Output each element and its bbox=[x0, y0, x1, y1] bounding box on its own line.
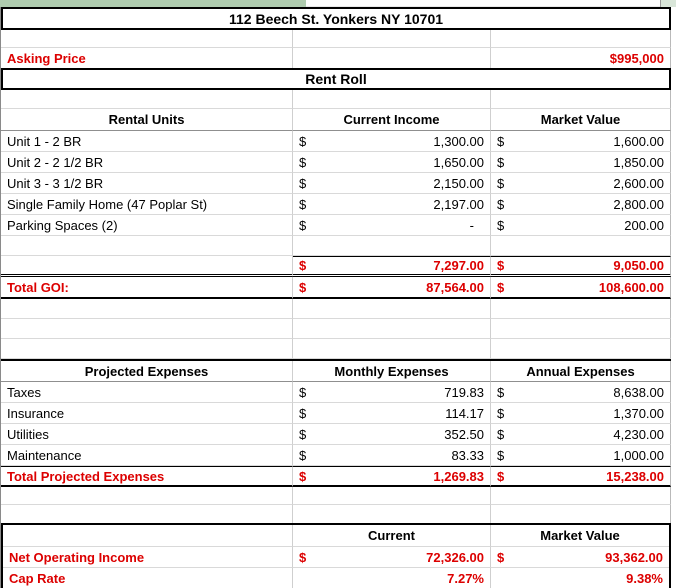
rent-row bbox=[1, 152, 671, 173]
expense-label: Insurance bbox=[7, 405, 65, 421]
empty-cell[interactable] bbox=[1, 339, 293, 359]
currency-symbol: $ bbox=[299, 405, 307, 421]
market-value-cell[interactable] bbox=[491, 194, 671, 215]
empty-cell[interactable] bbox=[1, 236, 293, 256]
unit-label: Single Family Home (47 Poplar St) bbox=[7, 196, 208, 212]
projected-expenses-header-cell[interactable] bbox=[1, 361, 293, 382]
rental-units-header: Rental Units bbox=[108, 112, 185, 127]
property-title-row[interactable] bbox=[1, 7, 671, 30]
currency-symbol: $ bbox=[497, 279, 505, 295]
market-value-header: Market Value bbox=[540, 112, 621, 127]
current-income-header-cell[interactable] bbox=[293, 109, 491, 131]
currency-symbol: $ bbox=[497, 468, 505, 484]
green-fill-cell-right bbox=[660, 0, 676, 7]
currency-symbol: $ bbox=[299, 279, 307, 295]
expense-label: Taxes bbox=[7, 384, 41, 400]
expense-total-annual-cell[interactable] bbox=[491, 466, 671, 487]
empty-cell[interactable] bbox=[1, 30, 293, 48]
annual-expense-cell[interactable] bbox=[491, 445, 671, 466]
current-income-value: 1,300.00 bbox=[433, 133, 484, 149]
monthly-expense-cell[interactable] bbox=[293, 424, 491, 445]
expense-total-annual-value: 15,238.00 bbox=[606, 468, 664, 484]
currency-symbol: $ bbox=[497, 384, 505, 400]
annual-expense-value: 1,000.00 bbox=[613, 447, 664, 463]
empty-cell[interactable] bbox=[1, 505, 293, 523]
expense-label-cell[interactable] bbox=[1, 445, 293, 466]
unit-label-cell[interactable] bbox=[1, 152, 293, 173]
expense-total-monthly-cell[interactable] bbox=[293, 466, 491, 487]
expense-total-label-cell[interactable] bbox=[1, 466, 293, 487]
current-income-header: Current Income bbox=[343, 112, 440, 127]
currency-symbol: $ bbox=[299, 175, 307, 191]
noi-current-cell[interactable] bbox=[293, 547, 491, 568]
summary-current-header: Current bbox=[368, 528, 415, 543]
unit-label: Unit 2 - 2 1/2 BR bbox=[7, 154, 104, 170]
cap-rate-market-cell[interactable] bbox=[491, 568, 669, 588]
monthly-expense-value: 114.17 bbox=[445, 405, 484, 421]
annual-expense-cell[interactable] bbox=[491, 403, 671, 424]
market-value-cell[interactable] bbox=[491, 152, 671, 173]
expense-total-monthly-value: 1,269.83 bbox=[433, 468, 484, 484]
currency-symbol: $ bbox=[299, 426, 307, 442]
empty-cell[interactable] bbox=[491, 30, 671, 48]
spacer-row[interactable] bbox=[1, 90, 671, 109]
current-income-cell[interactable] bbox=[293, 173, 491, 194]
sheet-grid bbox=[0, 7, 670, 588]
cap-rate-market-value: 9.38% bbox=[626, 571, 663, 586]
empty-cell[interactable] bbox=[491, 90, 671, 109]
rent-roll-title-cell[interactable] bbox=[3, 70, 669, 88]
currency-symbol: $ bbox=[497, 258, 505, 273]
expense-label-cell[interactable] bbox=[1, 403, 293, 424]
empty-cell[interactable] bbox=[1, 90, 293, 109]
unit-label-cell[interactable] bbox=[1, 215, 293, 236]
spacer-row[interactable] bbox=[1, 487, 671, 505]
expense-total-label: Total Projected Expenses bbox=[7, 468, 165, 484]
empty-cell[interactable] bbox=[491, 339, 671, 359]
annual-expense-value: 4,230.00 bbox=[613, 426, 664, 442]
empty-cell[interactable] bbox=[293, 30, 491, 48]
asking-price-row bbox=[1, 48, 671, 68]
annual-expenses-header-cell[interactable] bbox=[491, 361, 671, 382]
monthly-expense-value: 719.83 bbox=[444, 384, 484, 400]
annual-expense-cell[interactable] bbox=[491, 382, 671, 403]
cap-rate-label: Cap Rate bbox=[9, 571, 66, 586]
currency-symbol: $ bbox=[299, 217, 307, 233]
expense-label: Utilities bbox=[7, 426, 49, 442]
asking-price-label: Asking Price bbox=[7, 50, 86, 66]
rent-row bbox=[1, 215, 671, 236]
subtotal-market-cell[interactable] bbox=[491, 256, 671, 277]
monthly-expenses-header-cell[interactable] bbox=[293, 361, 491, 382]
total-goi-market-cell[interactable] bbox=[491, 277, 671, 299]
asking-price-value: $995,000 bbox=[609, 50, 664, 66]
summary-market-header-cell[interactable] bbox=[491, 525, 669, 547]
currency-symbol: $ bbox=[299, 384, 307, 400]
market-value-value: 1,600.00 bbox=[613, 133, 664, 149]
unit-label-cell[interactable] bbox=[1, 131, 293, 152]
total-goi-label: Total GOI: bbox=[7, 279, 69, 295]
currency-symbol: $ bbox=[497, 154, 505, 170]
total-goi-market-value: 108,600.00 bbox=[598, 279, 664, 295]
empty-cell[interactable] bbox=[491, 299, 671, 319]
empty-cell[interactable] bbox=[293, 339, 491, 359]
empty-cell[interactable] bbox=[1, 319, 293, 339]
market-value-value: 200.00 bbox=[624, 217, 664, 233]
rent-row bbox=[1, 194, 671, 215]
empty-cell[interactable] bbox=[1, 256, 293, 277]
currency-symbol: $ bbox=[497, 217, 505, 233]
rent-subtotal-row bbox=[1, 256, 671, 277]
market-value-header-cell[interactable] bbox=[491, 109, 671, 131]
annual-expense-value: 8,638.00 bbox=[613, 384, 664, 400]
current-income-value: 2,150.00 bbox=[433, 175, 484, 191]
green-fill-cell bbox=[0, 0, 306, 7]
rent-row bbox=[1, 173, 671, 194]
current-income-cell[interactable] bbox=[293, 152, 491, 173]
market-value-value: 2,600.00 bbox=[613, 175, 664, 191]
market-value-cell[interactable] bbox=[491, 215, 671, 236]
empty-cell[interactable] bbox=[1, 487, 293, 505]
current-income-value: - bbox=[469, 217, 474, 233]
asking-price-value-cell[interactable] bbox=[491, 48, 671, 68]
monthly-expense-value: 83.33 bbox=[451, 447, 484, 463]
currency-symbol: $ bbox=[299, 549, 307, 565]
rent-roll-banner-row[interactable] bbox=[1, 68, 671, 90]
currency-symbol: $ bbox=[497, 175, 505, 191]
empty-cell[interactable] bbox=[293, 505, 491, 523]
noi-market-value: 93,362.00 bbox=[605, 549, 663, 565]
currency-symbol: $ bbox=[299, 468, 307, 484]
noi-row bbox=[3, 547, 669, 568]
expense-label-cell[interactable] bbox=[1, 382, 293, 403]
currency-symbol: $ bbox=[497, 549, 505, 565]
total-goi-label-cell[interactable] bbox=[1, 277, 293, 299]
current-income-cell[interactable] bbox=[293, 215, 491, 236]
empty-cell[interactable] bbox=[491, 236, 671, 256]
monthly-expense-cell[interactable] bbox=[293, 382, 491, 403]
monthly-expense-cell[interactable] bbox=[293, 445, 491, 466]
currency-symbol: $ bbox=[299, 133, 307, 149]
subtotal-market-value: 9,050.00 bbox=[613, 258, 664, 273]
annual-expense-value: 1,370.00 bbox=[613, 405, 664, 421]
spacer-row[interactable] bbox=[1, 319, 671, 339]
summary-current-header-cell[interactable] bbox=[293, 525, 491, 547]
noi-market-cell[interactable] bbox=[491, 547, 669, 568]
cap-rate-current-value: 7.27% bbox=[447, 571, 484, 586]
current-income-cell[interactable] bbox=[293, 131, 491, 152]
rent-row bbox=[1, 131, 671, 152]
market-value-cell[interactable] bbox=[491, 131, 671, 152]
spacer-row[interactable] bbox=[1, 505, 671, 523]
currency-symbol: $ bbox=[497, 196, 505, 212]
expense-total-row bbox=[1, 466, 671, 487]
monthly-expense-value: 352.50 bbox=[444, 426, 484, 442]
empty-cell[interactable] bbox=[491, 487, 671, 505]
rent-roll-title: Rent Roll bbox=[305, 71, 367, 87]
noi-label: Net Operating Income bbox=[9, 549, 145, 565]
unit-label: Unit 3 - 3 1/2 BR bbox=[7, 175, 104, 191]
spacer-row[interactable] bbox=[1, 339, 671, 359]
empty-cell[interactable] bbox=[3, 525, 293, 547]
annual-expenses-header: Annual Expenses bbox=[526, 363, 635, 379]
current-income-value: 2,197.00 bbox=[433, 196, 484, 212]
expense-header-row bbox=[1, 359, 671, 382]
empty-cell[interactable] bbox=[293, 90, 491, 109]
subtotal-current-value: 7,297.00 bbox=[433, 258, 484, 273]
market-value-value: 1,850.00 bbox=[613, 154, 664, 170]
empty-cell[interactable] bbox=[491, 319, 671, 339]
rent-table-header-row bbox=[1, 109, 671, 131]
expense-row bbox=[1, 445, 671, 466]
currency-symbol: $ bbox=[497, 426, 505, 442]
property-title: 112 Beech St. Yonkers NY 10701 bbox=[228, 10, 444, 27]
projected-expenses-header: Projected Expenses bbox=[84, 363, 209, 379]
asking-price-label-cell[interactable] bbox=[1, 48, 293, 68]
cap-rate-current-cell[interactable] bbox=[293, 568, 491, 588]
expense-row bbox=[1, 382, 671, 403]
unit-label-cell[interactable] bbox=[1, 194, 293, 215]
empty-cell[interactable] bbox=[293, 487, 491, 505]
cap-rate-row bbox=[3, 568, 669, 588]
expense-label-cell[interactable] bbox=[1, 424, 293, 445]
total-goi-current-value: 87,564.00 bbox=[426, 279, 484, 295]
noi-current-value: 72,326.00 bbox=[426, 549, 484, 565]
spacer-row[interactable] bbox=[1, 236, 671, 256]
total-goi-row bbox=[1, 277, 671, 299]
unit-label: Unit 1 - 2 BR bbox=[7, 133, 82, 149]
expense-row bbox=[1, 403, 671, 424]
empty-cell[interactable] bbox=[1, 299, 293, 319]
empty-cell[interactable] bbox=[293, 299, 491, 319]
total-goi-current-cell[interactable] bbox=[293, 277, 491, 299]
currency-symbol: $ bbox=[299, 154, 307, 170]
cap-rate-label-cell[interactable] bbox=[3, 568, 293, 588]
empty-cell[interactable] bbox=[293, 236, 491, 256]
summary-header-row bbox=[3, 525, 669, 547]
market-value-cell[interactable] bbox=[491, 173, 671, 194]
market-value-value: 2,800.00 bbox=[613, 196, 664, 212]
annual-expense-cell[interactable] bbox=[491, 424, 671, 445]
current-income-cell[interactable] bbox=[293, 194, 491, 215]
noi-label-cell[interactable] bbox=[3, 547, 293, 568]
spacer-row[interactable] bbox=[1, 30, 671, 48]
currency-symbol: $ bbox=[497, 447, 505, 463]
empty-cell[interactable] bbox=[491, 505, 671, 523]
property-title-cell[interactable] bbox=[3, 9, 669, 28]
summary-market-header: Market Value bbox=[540, 528, 620, 543]
monthly-expenses-header: Monthly Expenses bbox=[334, 363, 449, 379]
current-income-value: 1,650.00 bbox=[433, 154, 484, 170]
empty-strip-cell bbox=[306, 0, 660, 7]
unit-label-cell[interactable] bbox=[1, 173, 293, 194]
empty-cell[interactable] bbox=[293, 48, 491, 68]
summary-section bbox=[1, 523, 671, 588]
empty-cell[interactable] bbox=[293, 319, 491, 339]
currency-symbol: $ bbox=[497, 405, 505, 421]
currency-symbol: $ bbox=[299, 447, 307, 463]
expense-label: Maintenance bbox=[7, 447, 82, 463]
subtotal-current-cell[interactable] bbox=[293, 256, 491, 277]
currency-symbol: $ bbox=[299, 196, 307, 212]
rental-units-header-cell[interactable] bbox=[1, 109, 293, 131]
cutoff-green-row bbox=[0, 0, 676, 7]
spacer-row[interactable] bbox=[1, 299, 671, 319]
monthly-expense-cell[interactable] bbox=[293, 403, 491, 424]
currency-symbol: $ bbox=[497, 133, 505, 149]
expense-row bbox=[1, 424, 671, 445]
currency-symbol: $ bbox=[299, 258, 307, 273]
unit-label: Parking Spaces (2) bbox=[7, 217, 118, 233]
